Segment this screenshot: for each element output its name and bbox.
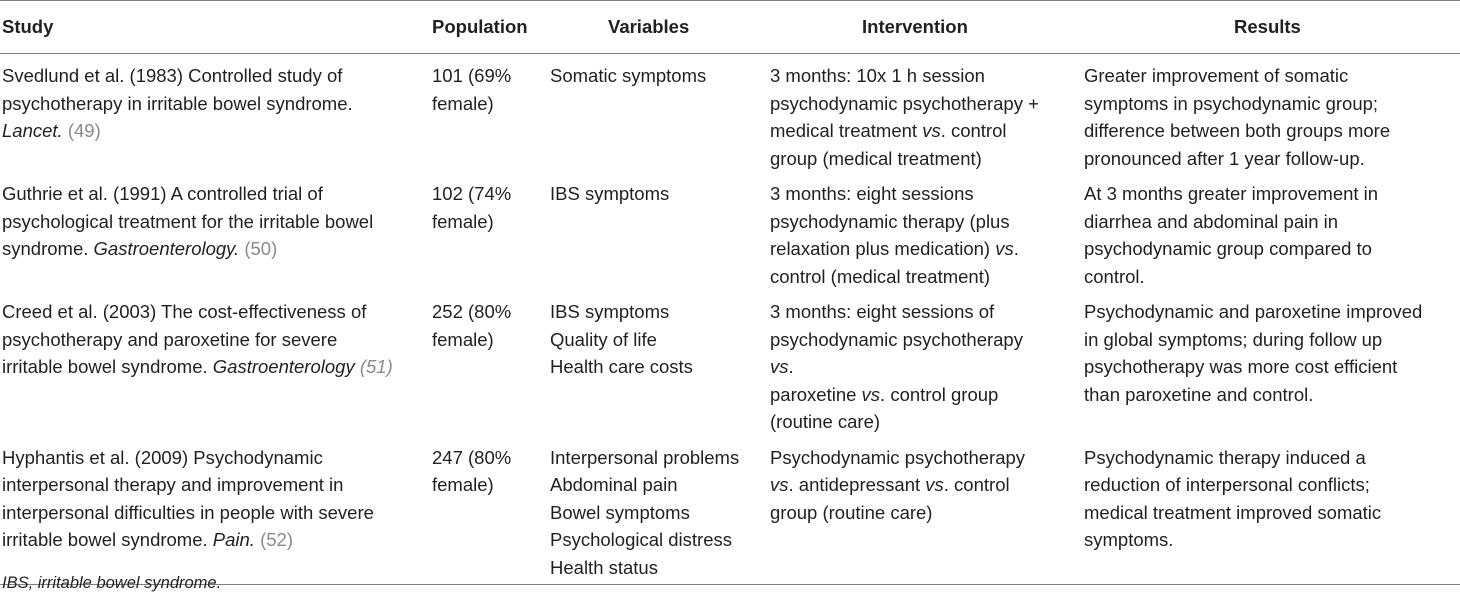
results-line: control. — [1084, 265, 1145, 287]
cell-variables — [550, 54, 770, 173]
journal-name: Gastroenterology — [212, 356, 355, 377]
reference-link[interactable]: (50) — [244, 238, 278, 259]
intervention-line — [770, 381, 1058, 409]
study-line: Creed et al. (2003) The cost-effectiveness of — [2, 301, 367, 322]
results-line: diarrhea and abdominal pain in — [1084, 210, 1339, 232]
study-line: psychotherapy in irritable bowel syndrome. — [2, 92, 353, 114]
study-text: syndrome. — [2, 238, 94, 259]
journal-name: Lancet. — [2, 120, 63, 141]
reference-link[interactable]: (51) — [359, 356, 393, 377]
intervention-line — [770, 117, 1058, 145]
variable-item: Abdominal pain — [550, 474, 678, 495]
study-line: Hyphantis et al. (2009) Psychodynamic — [2, 446, 323, 468]
cell-study — [0, 290, 432, 436]
variable-item: Bowel symptoms — [550, 501, 690, 523]
header-population: Population — [432, 16, 528, 37]
table-row — [0, 290, 1460, 436]
cell-intervention — [770, 54, 1084, 173]
population-line: 102 (74% — [432, 183, 512, 204]
population-line: 101 (69% — [432, 65, 512, 86]
journal-name: Pain. — [212, 529, 255, 550]
results-line: in global symptoms; during follow up — [1084, 328, 1383, 350]
header-intervention: Intervention — [862, 16, 968, 37]
results-line: difference between both groups more — [1084, 120, 1391, 141]
study-line: interpersonal difficulties in people with severe — [2, 501, 374, 523]
intervention-text: medical treatment — [770, 120, 923, 141]
cell-variables — [550, 290, 770, 436]
variable-item: IBS symptoms — [550, 301, 670, 322]
study-line: interpersonal therapy and improvement in — [2, 474, 344, 495]
study-line: Guthrie et al. (1991) A controlled trial of — [2, 183, 323, 204]
cell-results — [1084, 172, 1460, 290]
intervention-line: psychodynamic therapy (plus — [770, 210, 1010, 232]
results-line: psychotherapy was more cost efficient — [1084, 356, 1398, 377]
versus-abbrev: vs — [995, 238, 1014, 259]
cell-population — [432, 290, 550, 436]
intervention-text: . control — [940, 120, 1007, 141]
results-line: than paroxetine and control. — [1084, 383, 1314, 405]
versus-abbrev: vs — [922, 120, 941, 141]
table-header-row — [0, 1, 1460, 54]
variable-item: Interpersonal problems — [550, 446, 740, 468]
results-line: Psychodynamic and paroxetine improved — [1084, 301, 1423, 322]
intervention-line: 3 months: eight sessions — [770, 183, 974, 204]
results-line: At 3 months greater improvement in — [1084, 183, 1379, 204]
intervention-line: 3 months: eight sessions of — [770, 301, 995, 322]
intervention-line: group (medical treatment) — [770, 147, 982, 169]
population-line: female) — [432, 328, 494, 350]
variable-item: Health status — [550, 556, 658, 578]
results-line: symptoms in psychodynamic group; — [1084, 92, 1379, 114]
population-line: female) — [432, 474, 494, 495]
reference-link[interactable]: (49) — [67, 120, 101, 141]
cell-study — [0, 436, 432, 585]
table-row — [0, 436, 1460, 585]
cell-variables — [550, 172, 770, 290]
variable-item: Quality of life — [550, 328, 657, 350]
reference-link[interactable]: (52) — [260, 529, 293, 550]
population-line: 252 (80% — [432, 301, 512, 322]
cell-intervention — [770, 172, 1084, 290]
results-line: psychodynamic group compared to — [1084, 238, 1372, 259]
intervention-line: (routine care) — [770, 411, 881, 432]
population-line: 247 (80% — [432, 446, 512, 468]
study-line — [2, 353, 414, 381]
intervention-line: Psychodynamic psychotherapy — [770, 446, 1026, 468]
intervention-text: . antidepressant — [788, 474, 926, 495]
cell-intervention — [770, 290, 1084, 436]
intervention-line: control (medical treatment) — [770, 265, 991, 287]
results-line: Greater improvement of somatic — [1084, 65, 1349, 86]
versus-abbrev: vs — [925, 474, 944, 495]
study-line: psychotherapy and paroxetine for severe — [2, 328, 338, 350]
intervention-line: psychodynamic psychotherapy + — [770, 92, 1039, 114]
variable-item: Psychological distress — [550, 529, 732, 550]
cell-population — [432, 436, 550, 585]
intervention-text: . — [788, 356, 794, 377]
versus-abbrev: vs — [861, 383, 881, 405]
journal-name: Gastroenterology. — [93, 238, 240, 259]
variable-item: IBS symptoms — [550, 183, 670, 204]
study-line: psychological treatment for the irritable bowel — [2, 210, 374, 232]
table-row — [0, 172, 1460, 290]
intervention-text: . control — [943, 474, 1010, 495]
results-line: reduction of interpersonal conflicts; — [1084, 474, 1370, 495]
study-text: irritable bowel syndrome. — [2, 356, 213, 377]
population-line: female) — [432, 92, 494, 114]
header-results: Results — [1234, 16, 1301, 37]
results-line: Psychodynamic therapy induced a — [1084, 446, 1366, 468]
versus-abbrev: vs — [770, 474, 789, 495]
study-line — [2, 117, 414, 145]
intervention-text: relaxation plus medication) — [770, 238, 996, 259]
intervention-line: psychodynamic psychotherapy — [770, 328, 1023, 350]
header-variables: Variables — [608, 16, 690, 37]
study-line: Svedlund et al. (1983) Controlled study of — [2, 65, 343, 86]
results-line: pronounced after 1 year follow-up. — [1084, 147, 1365, 169]
intervention-text: paroxetine — [770, 383, 862, 405]
table-row — [0, 54, 1460, 173]
variable-item: Somatic symptoms — [550, 65, 707, 86]
cell-study — [0, 172, 432, 290]
cell-population — [432, 54, 550, 173]
cell-intervention — [770, 436, 1084, 585]
versus-abbrev: vs — [770, 356, 789, 377]
cell-variables — [550, 436, 770, 585]
study-text: irritable bowel syndrome. — [2, 529, 213, 550]
intervention-text: . — [1013, 238, 1019, 259]
intervention-line: group (routine care) — [770, 501, 933, 523]
intervention-line — [770, 353, 1058, 381]
intervention-line — [770, 235, 1058, 263]
intervention-line — [770, 471, 1058, 499]
variable-item: Health care costs — [550, 356, 693, 377]
intervention-line: 3 months: 10x 1 h session — [770, 65, 985, 86]
study-line — [2, 526, 414, 554]
header-study: Study — [2, 16, 54, 37]
cell-results — [1084, 54, 1460, 173]
intervention-text: . control group — [880, 383, 999, 405]
cell-results — [1084, 436, 1460, 585]
results-line: symptoms. — [1084, 529, 1174, 550]
cell-study — [0, 54, 432, 173]
table-footnote: IBS, irritable bowel syndrome. — [2, 574, 222, 592]
results-line: medical treatment improved somatic — [1084, 501, 1382, 523]
cell-results — [1084, 290, 1460, 436]
cell-population — [432, 172, 550, 290]
study-line — [2, 235, 414, 263]
population-line: female) — [432, 210, 494, 232]
